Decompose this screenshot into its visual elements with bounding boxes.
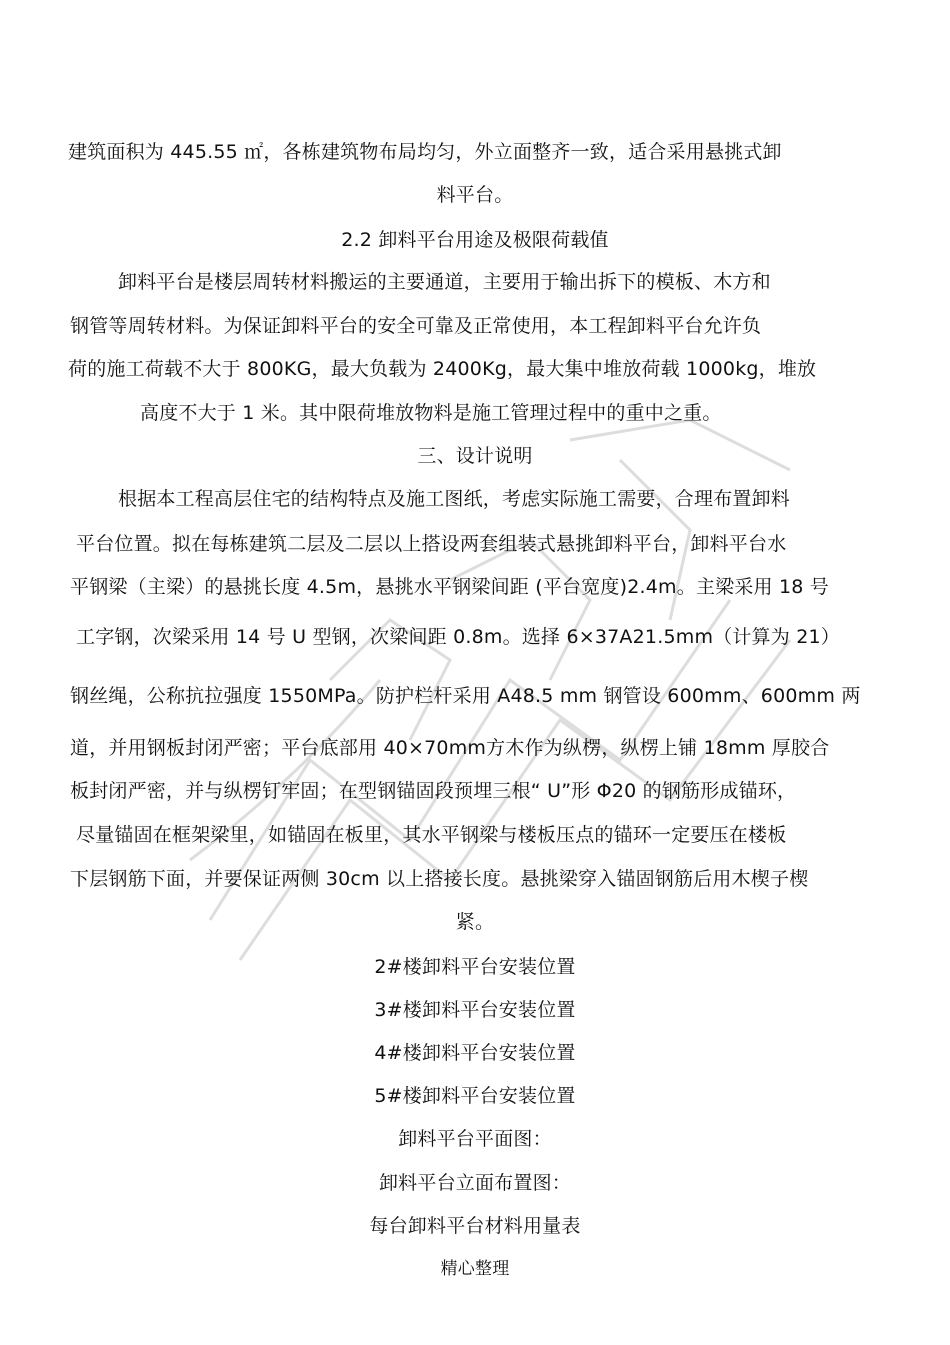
paragraph-line-2: 料平台。 (436, 184, 514, 206)
caption-material-table: 每台卸料平台材料用量表 (369, 1215, 581, 1237)
caption-plan-view: 卸料平台平面图： (398, 1128, 552, 1150)
paragraph-line-5: 荷的施工荷载不大于 800KG，最大负载为 2400Kg，最大集中堆放荷载 1000kg，堆放 (68, 358, 817, 380)
paragraph-line-11: 钢丝绳，公称抗拉强度 1550MPa。防护栏杆采用 A48.5 mm 钢管设 600mm、600mm 两 (70, 685, 861, 707)
paragraph-line-12: 道，并用钢板封闭严密；平台底部用 40×70mm方木作为纵楞，纵楞上铺 18mm 厚胶合 (70, 737, 830, 759)
paragraph-line-1: 建筑面积为 445.55 ㎡，各栋建筑物布局均匀，外立面整齐一致，适合采用悬挑式卸 (68, 141, 782, 163)
paragraph-line-14: 尽量锚固在框架梁里，如锚固在板里，其水平钢梁与楼板压点的锚环一定要压在楼板 (76, 824, 787, 846)
paragraph-line-15: 下层钢筋下面，并要保证两侧 30cm 以上搭接长度。悬挑梁穿入锚固钢筋后用木楔子楔 (70, 868, 809, 890)
caption-building-2: 2#楼卸料平台安装位置 (374, 956, 576, 978)
paragraph-line-9: 平钢梁（主梁）的悬挑长度 4.5m，悬挑水平钢梁间距 (平台宽度)2.4m。主梁采用 18 号 (70, 576, 830, 598)
section-heading-2-2: 2.2 卸料平台用途及极限荷载值 (341, 229, 609, 251)
paragraph-line-4: 钢管等周转材料。为保证卸料平台的安全可靠及正常使用，本工程卸料平台允许负 (70, 315, 762, 337)
caption-building-3: 3#楼卸料平台安装位置 (374, 999, 576, 1021)
paragraph-line-16: 紧。 (455, 911, 495, 933)
caption-elevation-view: 卸料平台立面布置图： (378, 1172, 571, 1194)
caption-building-4: 4#楼卸料平台安装位置 (374, 1042, 576, 1064)
section-heading-3: 三、设计说明 (417, 445, 533, 467)
paragraph-line-8: 平台位置。拟在每栋建筑二层及二层以上搭设两套组装式悬挑卸料平台，卸料平台水 (76, 533, 787, 555)
paragraph-line-7: 根据本工程高层住宅的结构特点及施工图纸，考虑实际施工需要，合理布置卸料 (118, 488, 791, 510)
paragraph-line-10: 工字钢，次梁采用 14 号 U 型钢，次梁间距 0.8m。选择 6×37A21.5mm（计算为 21） (76, 626, 840, 648)
paragraph-line-6: 高度不大于 1 米。其中限荷堆放物料是施工管理过程中的重中之重。 (140, 402, 722, 424)
page-footer: 精心整理 (440, 1259, 510, 1279)
paragraph-line-13: 板封闭严密，并与纵楞钉牢固；在型钢锚固段预埋三根“ U”形 Φ20 的钢筋形成锚环， (70, 780, 797, 802)
paragraph-line-3: 卸料平台是楼层周转材料搬运的主要通道，主要用于输出拆下的模板、木方和 (118, 271, 771, 293)
caption-building-5: 5#楼卸料平台安装位置 (374, 1085, 576, 1107)
